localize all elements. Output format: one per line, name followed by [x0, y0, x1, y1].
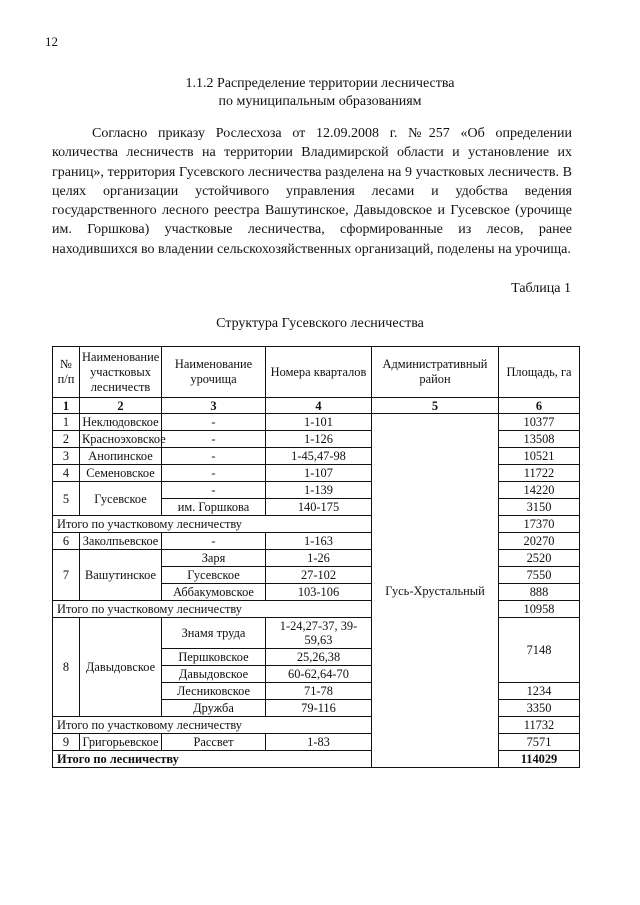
cell-tract: -	[162, 414, 266, 431]
column-number-row	[53, 398, 580, 414]
cell-tract: Аббакумовское	[162, 584, 266, 601]
subtotal-row	[53, 516, 580, 533]
table-row	[53, 734, 580, 751]
cell-name: Неклюдовское	[80, 414, 162, 431]
cell-area: 7571	[499, 734, 580, 751]
cell-number: 9	[53, 734, 80, 751]
cell-quarters: 1-163	[266, 533, 372, 550]
cell-area: 10521	[499, 448, 580, 465]
cell-name: Семеновское	[80, 465, 162, 482]
subtotal-label: Итого по участковому лесничеству	[53, 717, 372, 734]
cell-tract: -	[162, 431, 266, 448]
cell-quarters: 103-106	[266, 584, 372, 601]
cell-tract: Лесниковское	[162, 683, 266, 700]
cell-tract: Гусевское	[162, 567, 266, 584]
section-heading-line1: 1.1.2 Распределение территории лесничества	[185, 76, 455, 91]
column-number: 3	[162, 398, 266, 414]
cell-number: 4	[53, 465, 80, 482]
cell-area: 1234	[499, 683, 580, 700]
table-row	[53, 533, 580, 550]
subtotal-row	[53, 601, 580, 618]
cell-name: Давыдовское	[80, 618, 162, 717]
table-row	[53, 550, 580, 567]
cell-quarters: 27-102	[266, 567, 372, 584]
cell-area: 2520	[499, 550, 580, 567]
cell-quarters: 1-45,47-98	[266, 448, 372, 465]
cell-tract: -	[162, 448, 266, 465]
subtotal-row	[53, 717, 580, 734]
subtotal-label: Итого по участковому лесничеству	[53, 516, 372, 533]
table-label: Таблица 1	[511, 281, 571, 296]
cell-tract: -	[162, 533, 266, 550]
table-title: Структура Гусевского лесничества	[216, 316, 424, 331]
cell-tract: Дружба	[162, 700, 266, 717]
cell-area: 7550	[499, 567, 580, 584]
page-number: 12	[45, 34, 58, 49]
cell-area: 7148	[499, 618, 580, 683]
cell-tract: Знамя труда	[162, 618, 266, 649]
cell-area: 3350	[499, 700, 580, 717]
column-number: 4	[266, 398, 372, 414]
cell-area: 3150	[499, 499, 580, 516]
cell-quarters: 1-83	[266, 734, 372, 751]
cell-name: Вашутинское	[80, 550, 162, 601]
cell-name: Анопинское	[80, 448, 162, 465]
cell-tract: Давыдовское	[162, 666, 266, 683]
cell-area: 10377	[499, 414, 580, 431]
header-cell: Наименование урочища	[162, 347, 266, 398]
body-paragraph: Согласно приказу Рослесхоза от 12.09.2008 г. №257 «Об определении количества лесничеств на территории Владимирской области и установление их границ», территория Гусевского лесничества разделена на 9 участковых лесничеств. В целях организации устойчивого управления лесами и удобства ведения государственного лесного реестра Вашутинское, Давыдовское и Гусевское (урочище им. Горшкова) участковые лесничества, сформированные из лесов, ранее находившихся во владении сельскохозяйственных организаций, поделены на урочища.	[52, 126, 572, 257]
cell-area: 13508	[499, 431, 580, 448]
header-cell: № п/п	[53, 347, 80, 398]
table-row	[53, 448, 580, 465]
header-cell: Административный район	[372, 347, 499, 398]
grand-total-area: 114029	[499, 751, 580, 768]
cell-tract: -	[162, 482, 266, 499]
cell-quarters: 71-78	[266, 683, 372, 700]
forestry-structure-table	[52, 346, 580, 768]
subtotal-area: 17370	[499, 516, 580, 533]
cell-name: Красноэховское	[80, 431, 162, 448]
table-row	[53, 414, 580, 431]
cell-number: 2	[53, 431, 80, 448]
cell-tract: -	[162, 465, 266, 482]
cell-tract: им. Горшкова	[162, 499, 266, 516]
cell-number: 8	[53, 618, 80, 717]
cell-name: Гусевское	[80, 482, 162, 516]
header-cell: Номера кварталов	[266, 347, 372, 398]
cell-name: Заколпьевское	[80, 533, 162, 550]
cell-quarters: 79-116	[266, 700, 372, 717]
cell-number: 6	[53, 533, 80, 550]
cell-quarters: 25,26,38	[266, 649, 372, 666]
subtotal-area: 11732	[499, 717, 580, 734]
cell-quarters: 140-175	[266, 499, 372, 516]
section-heading-line2: по муниципальным образованиям	[218, 94, 422, 109]
table-row	[53, 465, 580, 482]
cell-number: 5	[53, 482, 80, 516]
cell-area: 11722	[499, 465, 580, 482]
cell-quarters: 60-62,64-70	[266, 666, 372, 683]
table-row	[53, 482, 580, 499]
subtotal-label: Итого по участковому лесничеству	[53, 601, 372, 618]
table-header-row	[53, 347, 580, 398]
column-number: 1	[53, 398, 80, 414]
grand-total-row	[53, 751, 580, 768]
cell-quarters: 1-139	[266, 482, 372, 499]
cell-number: 7	[53, 550, 80, 601]
cell-area: 20270	[499, 533, 580, 550]
cell-quarters: 1-24,27-37, 39-59,63	[266, 618, 372, 649]
header-cell: Наименование участковых лесничеств	[80, 347, 162, 398]
cell-quarters: 1-107	[266, 465, 372, 482]
cell-tract: Першковское	[162, 649, 266, 666]
cell-area: 888	[499, 584, 580, 601]
cell-number: 3	[53, 448, 80, 465]
section-heading	[0, 75, 640, 111]
cell-name: Григорьевское	[80, 734, 162, 751]
table-row	[53, 618, 580, 649]
cell-area: 14220	[499, 482, 580, 499]
cell-quarters: 1-26	[266, 550, 372, 567]
header-cell: Площадь, га	[499, 347, 580, 398]
column-number: 5	[372, 398, 499, 414]
cell-number: 1	[53, 414, 80, 431]
column-number: 6	[499, 398, 580, 414]
cell-quarters: 1-126	[266, 431, 372, 448]
cell-quarters: 1-101	[266, 414, 372, 431]
cell-tract: Рассвет	[162, 734, 266, 751]
cell-district: Гусь-Хрустальный	[372, 414, 499, 768]
cell-tract: Заря	[162, 550, 266, 567]
column-number: 2	[80, 398, 162, 414]
subtotal-area: 10958	[499, 601, 580, 618]
grand-total-label: Итого по лесничеству	[53, 751, 499, 768]
table-row	[53, 431, 580, 448]
